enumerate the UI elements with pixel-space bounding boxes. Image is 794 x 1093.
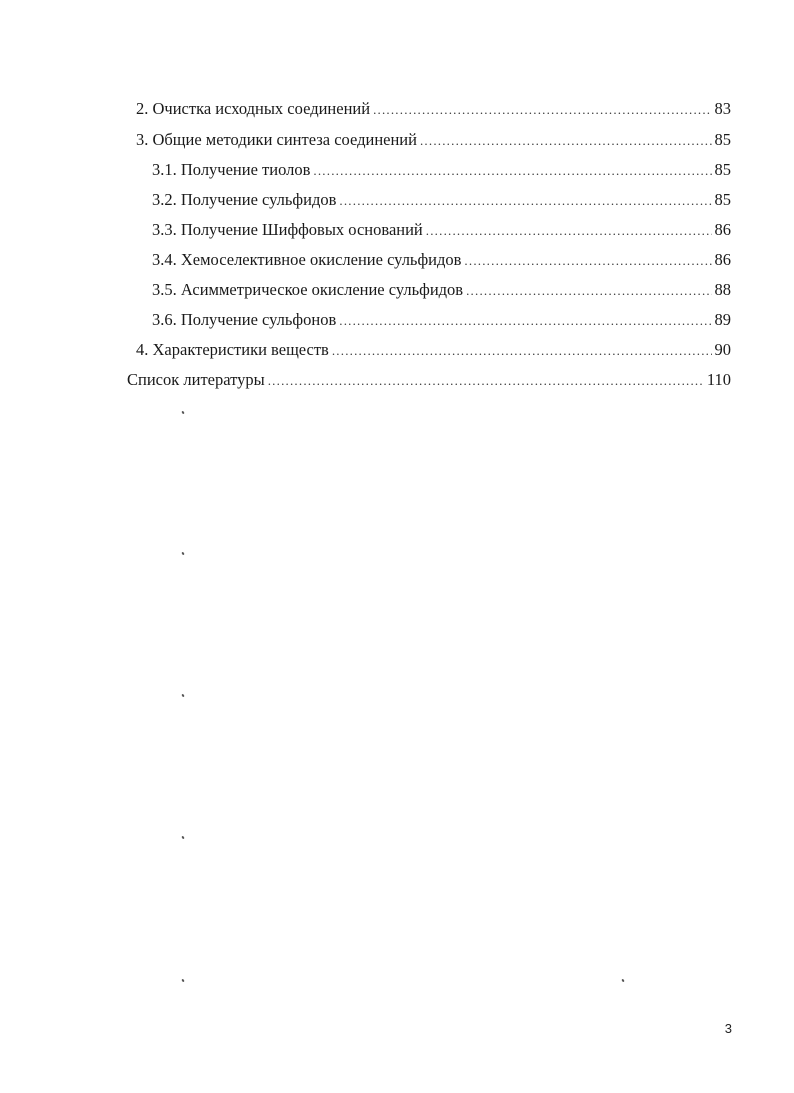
toc-entry-title: 3.1. Получение тиолов xyxy=(152,160,311,179)
toc-leader-dots xyxy=(332,341,712,361)
toc-entry-title: 3.6. Получение сульфонов xyxy=(152,310,337,329)
toc-entry xyxy=(152,190,731,211)
toc-entry-title: 3.3. Получение Шиффовых оснований xyxy=(152,220,423,239)
scan-speck xyxy=(181,552,184,556)
toc-entry xyxy=(152,250,731,271)
toc-entry-page: 89 xyxy=(714,310,731,329)
toc-entry xyxy=(152,160,731,181)
toc-entry-page: 85 xyxy=(714,190,731,209)
toc-entry-page: 110 xyxy=(706,370,731,389)
page-number: 3 xyxy=(724,1021,732,1036)
toc-entry-title: 2. Очистка исходных соединений xyxy=(136,99,371,118)
toc-entry-title: Список литературы xyxy=(127,370,265,389)
toc-leader-dots xyxy=(426,221,712,241)
toc-leader-dots xyxy=(420,131,712,151)
toc-entry-page: 85 xyxy=(714,160,731,179)
toc-entry xyxy=(136,340,731,361)
toc-entry-page: 90 xyxy=(714,340,731,359)
toc-leader-dots xyxy=(373,100,711,120)
toc-entry-page: 88 xyxy=(714,280,731,299)
toc-leader-dots xyxy=(464,251,711,271)
toc-entry-title: 3.2. Получение сульфидов xyxy=(152,190,337,209)
toc-entry xyxy=(127,370,731,391)
toc-entry xyxy=(152,310,731,331)
toc-entry-page: 83 xyxy=(714,99,731,118)
toc-entry xyxy=(152,280,731,301)
toc-entry-page: 86 xyxy=(714,250,731,269)
scan-speck xyxy=(181,836,184,840)
toc-entry xyxy=(136,99,731,120)
toc-entry-page: 86 xyxy=(714,220,731,239)
toc-leader-dots xyxy=(268,371,704,391)
toc-entry-title: 3.5. Асимметрическое окисление сульфидов xyxy=(152,280,464,299)
toc-entry-page: 85 xyxy=(714,130,731,149)
toc-entry-title: 4. Характеристики веществ xyxy=(136,340,329,359)
toc-leader-dots xyxy=(339,191,711,211)
toc-entry-title: 3. Общие методики синтеза соединений xyxy=(136,130,417,149)
toc-leader-dots xyxy=(339,311,711,331)
toc-leader-dots xyxy=(466,281,711,301)
toc-entry xyxy=(152,220,731,241)
scan-speck xyxy=(181,411,184,415)
toc-entry-title: 3.4. Хемоселективное окисление сульфидов xyxy=(152,250,462,269)
toc-entry xyxy=(136,130,731,151)
scan-speck xyxy=(181,694,184,698)
toc-leader-dots xyxy=(313,161,711,181)
scan-speck xyxy=(181,979,184,983)
scan-speck xyxy=(621,979,624,983)
